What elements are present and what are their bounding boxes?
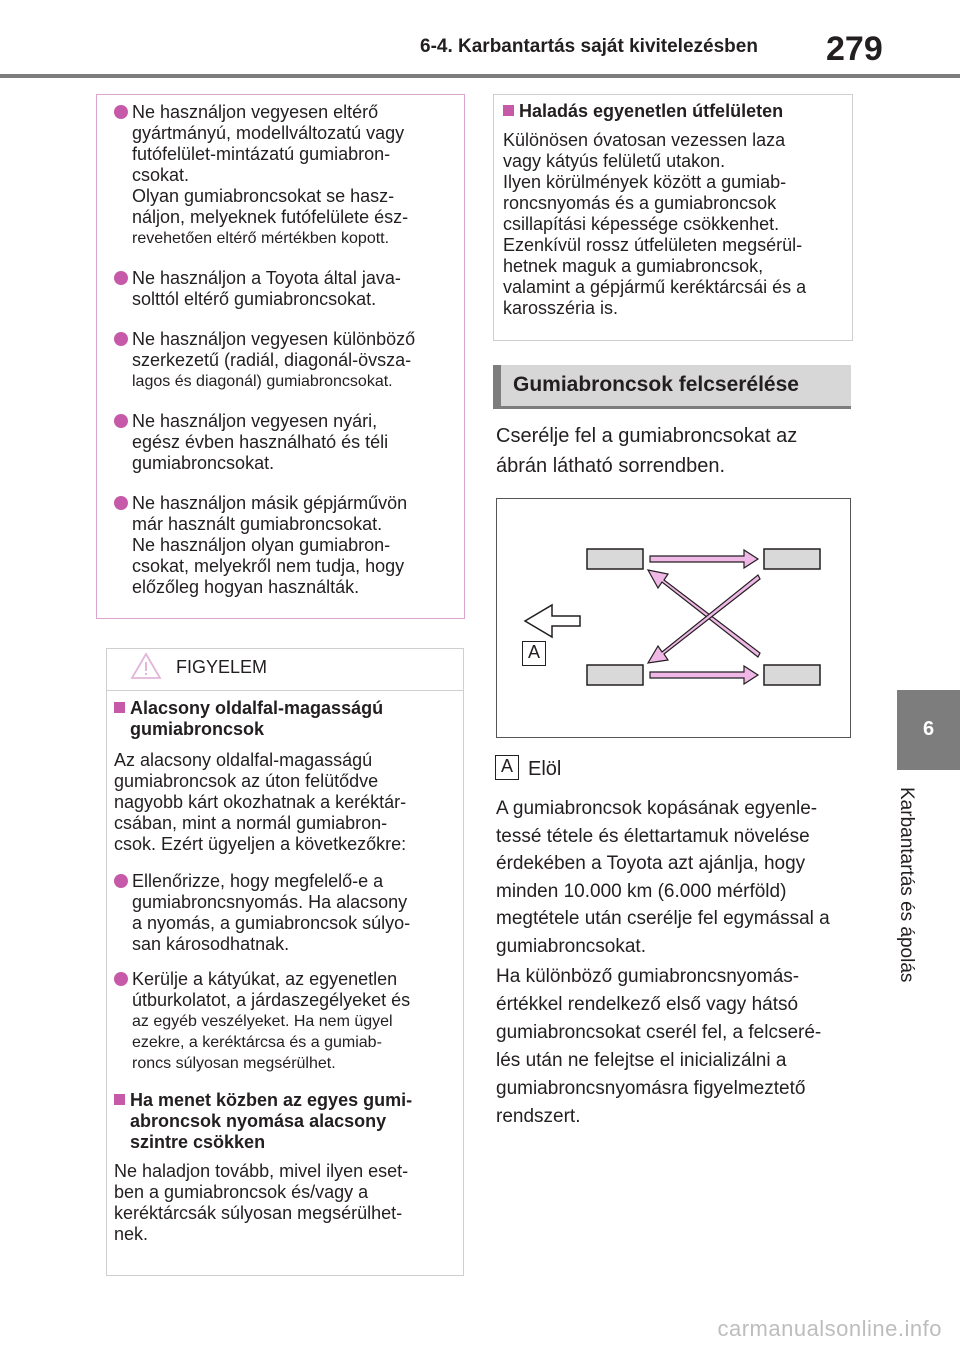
- line: futófelület-mintázatú gumiabron-: [132, 144, 391, 164]
- chapter-number: 6: [922, 718, 935, 740]
- bullet-icon: [114, 496, 128, 510]
- section-intro: Cserélje fel a gumiabroncsokat az ábrán látható sorrendben.: [496, 425, 798, 477]
- list-item: [114, 329, 454, 392]
- chapter-label: Karbantartás és ápolás: [896, 787, 917, 983]
- list-item: Ellenőrizze, hogy megfelelő-e a gumiabroncsnyomás. Ha alacsony a nyomás, a gumiabroncsok súlyo- san károsodhatnak.: [114, 871, 454, 955]
- chapter-label-wrap: [895, 787, 945, 1017]
- bullet-icon: [114, 972, 128, 986]
- bullet-icon: [114, 271, 128, 285]
- warning-triangle-icon: [130, 652, 162, 680]
- warning-title: FIGYELEM: [176, 657, 268, 677]
- tire-rear-right: [764, 665, 820, 685]
- list-item: [114, 493, 454, 598]
- line: szerkezetű (radiál, diagonál-övsza-: [132, 350, 412, 370]
- arrow-front-to-rear-top: [650, 550, 758, 568]
- list-item: [114, 268, 454, 310]
- header-rule: [0, 74, 960, 78]
- line: Olyan gumiabroncsokat se hasz-: [132, 186, 395, 206]
- line: solttól eltérő gumiabroncsokat.: [132, 289, 377, 309]
- arrow-front-to-rear-bottom: [650, 666, 758, 684]
- arrow-diagonal-up: [648, 570, 760, 657]
- legend-text: Elöl: [528, 758, 562, 780]
- line: már használt gumiabroncsokat.: [132, 514, 383, 534]
- section-heading: Gumiabroncsok felcserélése: [493, 365, 851, 409]
- warning-heading-low-profile: Alacsony oldalfal-magasságú gumiabroncsok: [114, 698, 454, 740]
- tire-front-right: [587, 665, 643, 685]
- bullet-icon: [114, 414, 128, 428]
- watermark: carmanualsonline.info: [717, 1316, 942, 1341]
- square-bullet-icon: [503, 105, 514, 116]
- line: Ne használjon a Toyota által java-: [132, 268, 401, 288]
- front-direction-arrow-icon: [525, 605, 580, 637]
- line: gumiabroncsokat.: [132, 453, 275, 473]
- line: Ne használjon vegyesen eltérő: [132, 102, 379, 122]
- line: előzőleg hogyan használták.: [132, 577, 360, 597]
- rough-road-content: [503, 101, 848, 319]
- rough-road-paragraph: Különösen óvatosan vezessen laza vagy kátyús felületű utakon. Ilyen körülmények között a gumiab- roncsnyomás és a gumiabroncsok csillapítási képessége csökkenhet. Ezenkívül rossz útfelületen megsérül- hetnek maguk a gumiabroncsok, valamint a gépjármű keréktárcsái és a karosszéria is.: [503, 130, 807, 318]
- list-item: Kerülje a kátyúkat, az egyenetlen útburkolatot, a járdaszegélyeket és az egyéb veszélyeket. Ha nem ügyel ezekre, a keréktárcsa és a gumiab- roncs súlyosan megsérülhet.: [114, 969, 454, 1074]
- warning-paragraph: Ne haladjon tovább, mivel ilyen eset- ben a gumiabroncsok és/vagy a keréktárcsák súlyosan megsérülhet- nek.: [114, 1161, 409, 1244]
- bullet-icon: [114, 105, 128, 119]
- list-item: [114, 102, 454, 249]
- arrow-diagonal-down: [648, 575, 760, 663]
- bullet-icon: [114, 874, 128, 888]
- tire-mixing-list: [114, 102, 454, 617]
- page-number: 279: [826, 30, 883, 68]
- line: gyártmányú, modellváltozatú vagy: [132, 123, 405, 143]
- line: revehetően eltérő mértékben kopott.: [132, 230, 390, 247]
- rough-road-heading: Haladás egyenetlen útfelületen: [519, 101, 784, 121]
- list-item: [114, 411, 454, 474]
- line: csokat, melyekről nem tudja, hogy: [132, 556, 405, 576]
- tpms-paragraph: Ha különböző gumiabroncsnyomás- értékkel rendelkező első vagy hátsó gumiabroncsokat cserél fel, a felcseré- lés után ne felejtse el inicializálni a gumiabroncsnyomásra figyelmeztető rendszert.: [496, 966, 822, 1127]
- line: náljon, melyeknek futófelülete ész-: [132, 207, 409, 227]
- tire-rear-left: [764, 549, 820, 569]
- tire-front-left: [587, 549, 643, 569]
- line: csokat.: [132, 165, 190, 185]
- square-bullet-icon: [114, 1094, 125, 1105]
- warning-content: [114, 698, 454, 1245]
- diagram-letter-a: A: [522, 641, 546, 666]
- line: Ne használjon vegyesen különböző: [132, 329, 416, 349]
- line: Ne használjon másik gépjárművön: [132, 493, 408, 513]
- line: Ne használjon vegyesen nyári,: [132, 411, 378, 431]
- legend-letter-a: A: [495, 755, 519, 780]
- line: egész évben használható és téli: [132, 432, 389, 452]
- section-title: 6-4. Karbantartás saját kivitelezésben: [420, 36, 758, 57]
- warning-heading-pressure-drop: Ha menet közben az egyes gumi- abroncsok nyomása alacsony szintre csökken: [114, 1090, 454, 1153]
- rotation-paragraph: A gumiabroncsok kopásának egyenle- tessé tétele és élettartamuk növelése érdekében a Toyota azt ajánlja, hogy minden 10.000 km (6.000 mérföld) megtétele után cserélje fel egymással a gumiabroncsokat.: [496, 798, 830, 957]
- line: lagos és diagonál) gumiabroncsokat.: [132, 373, 393, 390]
- rotation-diagram-svg: [496, 498, 851, 738]
- square-bullet-icon: [114, 702, 125, 713]
- bullet-icon: [114, 332, 128, 346]
- line: Ne használjon olyan gumiabron-: [132, 535, 391, 555]
- warning-paragraph: Az alacsony oldalfal-magasságú gumiabroncsok az úton felütődve nagyobb kárt okozhatnak a keréktár- csában, mint a normál gumiabron- csok. Ezért ügyeljen a következőkre:: [114, 750, 407, 854]
